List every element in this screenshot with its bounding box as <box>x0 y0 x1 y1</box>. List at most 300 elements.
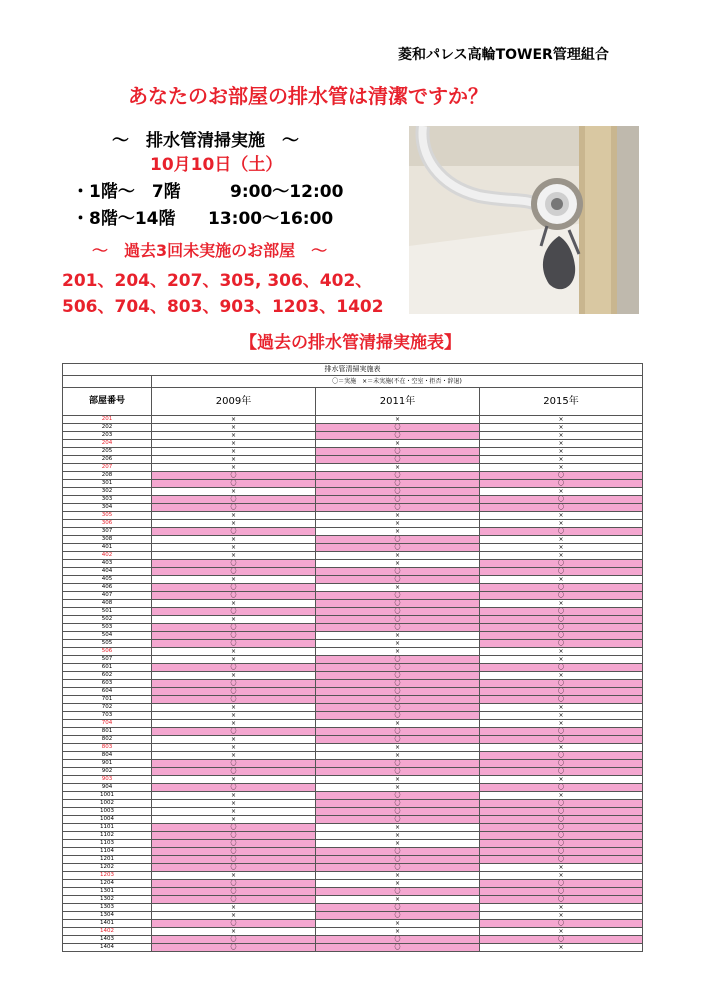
status-cell: × <box>316 920 480 928</box>
year-header: 2009年 <box>152 388 316 416</box>
status-cell: × <box>480 600 643 608</box>
status-cell: 〇 <box>316 816 480 824</box>
status-cell: 〇 <box>316 760 480 768</box>
status-cell: 〇 <box>480 880 643 888</box>
table-row <box>63 552 643 560</box>
table-row <box>63 496 643 504</box>
status-cell: × <box>152 800 316 808</box>
status-cell: × <box>480 576 643 584</box>
status-cell: × <box>316 648 480 656</box>
status-cell: × <box>316 528 480 536</box>
status-cell: × <box>152 544 316 552</box>
status-cell: × <box>316 416 480 424</box>
status-cell: 〇 <box>480 768 643 776</box>
status-cell: 〇 <box>480 696 643 704</box>
status-cell: × <box>480 488 643 496</box>
status-cell: × <box>480 440 643 448</box>
event-date: 10月10日（土） <box>150 155 283 175</box>
drain-photo <box>409 126 639 314</box>
room-number: 408 <box>63 600 152 608</box>
status-cell: 〇 <box>316 768 480 776</box>
status-cell: × <box>316 776 480 784</box>
status-cell: 〇 <box>480 592 643 600</box>
status-cell: 〇 <box>480 888 643 896</box>
status-cell: × <box>152 456 316 464</box>
room-number: 306 <box>63 520 152 528</box>
table-row <box>63 632 643 640</box>
status-cell: 〇 <box>152 480 316 488</box>
table-row <box>63 944 643 952</box>
table-row <box>63 928 643 936</box>
event-title: ～ 排水管清掃実施 ～ <box>112 131 299 151</box>
status-cell: 〇 <box>152 696 316 704</box>
room-number: 303 <box>63 496 152 504</box>
status-cell: × <box>316 720 480 728</box>
table-row <box>63 624 643 632</box>
status-cell: 〇 <box>316 472 480 480</box>
status-cell: × <box>152 712 316 720</box>
status-cell: × <box>480 520 643 528</box>
table-row <box>63 424 643 432</box>
room-number: 604 <box>63 688 152 696</box>
room-number: 305 <box>63 512 152 520</box>
status-cell: 〇 <box>480 856 643 864</box>
room-number: 301 <box>63 480 152 488</box>
status-cell: 〇 <box>316 536 480 544</box>
status-cell: × <box>480 544 643 552</box>
status-cell: × <box>152 552 316 560</box>
status-cell: 〇 <box>152 664 316 672</box>
status-cell: 〇 <box>152 840 316 848</box>
status-cell: 〇 <box>152 864 316 872</box>
table-row <box>63 448 643 456</box>
status-cell: × <box>152 704 316 712</box>
schedule-row-1 <box>72 177 344 202</box>
status-cell: 〇 <box>152 624 316 632</box>
table-row <box>63 544 643 552</box>
status-cell: 〇 <box>152 632 316 640</box>
table-row <box>63 784 643 792</box>
room-number: 307 <box>63 528 152 536</box>
status-cell: × <box>480 776 643 784</box>
table-row <box>63 912 643 920</box>
status-cell: × <box>480 720 643 728</box>
status-cell: × <box>152 744 316 752</box>
status-cell: 〇 <box>316 424 480 432</box>
status-cell: 〇 <box>480 728 643 736</box>
table-row <box>63 560 643 568</box>
room-number: 1304 <box>63 912 152 920</box>
status-cell: 〇 <box>480 920 643 928</box>
room-number: 603 <box>63 680 152 688</box>
organization-name: 菱和パレス高輪TOWER管理組合 <box>398 47 609 63</box>
status-cell: 〇 <box>316 736 480 744</box>
status-cell: 〇 <box>316 912 480 920</box>
room-number: 703 <box>63 712 152 720</box>
status-cell: 〇 <box>316 864 480 872</box>
status-cell: 〇 <box>480 608 643 616</box>
room-number: 1401 <box>63 920 152 928</box>
status-cell: × <box>152 448 316 456</box>
status-cell: 〇 <box>480 504 643 512</box>
table-row <box>63 528 643 536</box>
table-row <box>63 800 643 808</box>
room-number: 1202 <box>63 864 152 872</box>
status-cell: × <box>316 584 480 592</box>
room-number: 904 <box>63 784 152 792</box>
table-row <box>63 592 643 600</box>
table-heading: 【過去の排水管清掃実施表】 <box>240 333 461 353</box>
status-cell: 〇 <box>480 832 643 840</box>
status-cell: 〇 <box>480 808 643 816</box>
status-cell: 〇 <box>480 752 643 760</box>
status-cell: 〇 <box>316 544 480 552</box>
table-row <box>63 464 643 472</box>
status-cell: 〇 <box>152 528 316 536</box>
table-row <box>63 648 643 656</box>
status-cell: × <box>480 432 643 440</box>
status-cell: × <box>152 440 316 448</box>
status-cell: 〇 <box>316 616 480 624</box>
status-cell: × <box>152 776 316 784</box>
status-cell: 〇 <box>152 824 316 832</box>
status-cell: × <box>480 536 643 544</box>
status-cell: × <box>316 824 480 832</box>
room-number: 1303 <box>63 904 152 912</box>
status-cell: × <box>316 440 480 448</box>
status-cell: 〇 <box>316 936 480 944</box>
room-number: 504 <box>63 632 152 640</box>
headline: あなたのお部屋の排水管は清潔ですか？ <box>128 84 488 108</box>
status-cell: × <box>152 904 316 912</box>
status-cell: × <box>480 656 643 664</box>
room-number: 401 <box>63 544 152 552</box>
status-cell: 〇 <box>316 792 480 800</box>
table-row <box>63 480 643 488</box>
table-row <box>63 816 643 824</box>
status-cell: × <box>152 600 316 608</box>
status-cell: 〇 <box>152 832 316 840</box>
status-cell: 〇 <box>152 760 316 768</box>
table-row <box>63 840 643 848</box>
status-cell: × <box>316 880 480 888</box>
year-header: 2011年 <box>316 388 480 416</box>
status-cell: × <box>152 792 316 800</box>
status-cell: 〇 <box>480 624 643 632</box>
room-number: 202 <box>63 424 152 432</box>
room-number: 502 <box>63 616 152 624</box>
status-cell: 〇 <box>152 784 316 792</box>
status-cell: × <box>480 448 643 456</box>
status-cell: 〇 <box>480 848 643 856</box>
status-cell: 〇 <box>152 608 316 616</box>
table-row <box>63 904 643 912</box>
room-number: 207 <box>63 464 152 472</box>
room-number: 1003 <box>63 808 152 816</box>
status-cell: × <box>316 744 480 752</box>
status-cell: × <box>152 816 316 824</box>
table-row <box>63 656 643 664</box>
room-number: 704 <box>63 720 152 728</box>
room-number: 308 <box>63 536 152 544</box>
table-row <box>63 712 643 720</box>
status-cell: 〇 <box>316 688 480 696</box>
table-row <box>63 880 643 888</box>
room-number: 804 <box>63 752 152 760</box>
table-row <box>63 664 643 672</box>
room-number: 503 <box>63 624 152 632</box>
table-row <box>63 600 643 608</box>
status-cell: 〇 <box>316 944 480 952</box>
room-number: 1101 <box>63 824 152 832</box>
schedule-floors: ・1階～ 7階 <box>72 182 181 202</box>
status-cell: × <box>152 720 316 728</box>
status-cell: × <box>152 672 316 680</box>
table-row <box>63 536 643 544</box>
table-row <box>63 432 643 440</box>
status-cell: 〇 <box>152 688 316 696</box>
status-cell: × <box>152 752 316 760</box>
status-cell: 〇 <box>152 768 316 776</box>
status-cell: 〇 <box>316 432 480 440</box>
schedule-row-2 <box>72 204 334 229</box>
status-cell: × <box>480 672 643 680</box>
room-number: 506 <box>63 648 152 656</box>
status-cell: × <box>316 640 480 648</box>
room-number: 302 <box>63 488 152 496</box>
status-cell: 〇 <box>316 600 480 608</box>
table-row <box>63 416 643 424</box>
table-row <box>63 616 643 624</box>
status-cell: × <box>480 944 643 952</box>
table-legend: 〇＝実施 ×＝未実施(不在・空室・拒否・辞退) <box>152 376 643 388</box>
status-cell: 〇 <box>152 584 316 592</box>
room-number: 304 <box>63 504 152 512</box>
schedule-time: 9:00～12:00 <box>230 182 344 202</box>
table-row <box>63 936 643 944</box>
status-cell: × <box>316 520 480 528</box>
status-cell: × <box>152 872 316 880</box>
status-cell: × <box>152 928 316 936</box>
status-cell: 〇 <box>480 528 643 536</box>
room-number: 1404 <box>63 944 152 952</box>
room-number: 501 <box>63 608 152 616</box>
room-number: 204 <box>63 440 152 448</box>
status-cell: × <box>152 432 316 440</box>
room-number: 406 <box>63 584 152 592</box>
pending-rooms-line-1: 201、204、207、305, 306、402、 <box>62 271 373 291</box>
status-cell: 〇 <box>152 560 316 568</box>
room-number: 802 <box>63 736 152 744</box>
table-row <box>63 568 643 576</box>
status-cell: 〇 <box>152 848 316 856</box>
table-row <box>63 760 643 768</box>
status-cell: 〇 <box>316 568 480 576</box>
status-cell: 〇 <box>480 760 643 768</box>
room-number: 1402 <box>63 928 152 936</box>
status-cell: × <box>480 872 643 880</box>
table-row <box>63 584 643 592</box>
table-row <box>63 888 643 896</box>
room-number: 505 <box>63 640 152 648</box>
table-row <box>63 472 643 480</box>
table-row <box>63 704 643 712</box>
table-row <box>63 856 643 864</box>
status-cell: × <box>152 736 316 744</box>
room-number: 1004 <box>63 816 152 824</box>
status-cell: 〇 <box>480 816 643 824</box>
status-cell: × <box>152 424 316 432</box>
status-cell: 〇 <box>316 448 480 456</box>
status-cell: 〇 <box>152 680 316 688</box>
status-cell: × <box>480 864 643 872</box>
status-cell: × <box>480 456 643 464</box>
status-cell: 〇 <box>480 784 643 792</box>
room-number: 208 <box>63 472 152 480</box>
status-cell: × <box>152 912 316 920</box>
status-cell: × <box>480 704 643 712</box>
table-row <box>63 688 643 696</box>
table-row <box>63 872 643 880</box>
room-number: 403 <box>63 560 152 568</box>
room-number: 1301 <box>63 888 152 896</box>
room-number: 1102 <box>63 832 152 840</box>
room-number: 404 <box>63 568 152 576</box>
room-number: 201 <box>63 416 152 424</box>
status-cell: × <box>152 512 316 520</box>
table-row <box>63 848 643 856</box>
table-caption: 排水管清掃実施表 <box>63 364 643 376</box>
table-row <box>63 488 643 496</box>
status-cell: × <box>316 832 480 840</box>
status-cell: 〇 <box>480 840 643 848</box>
status-cell: 〇 <box>152 568 316 576</box>
status-cell: × <box>152 464 316 472</box>
status-cell: 〇 <box>316 848 480 856</box>
status-cell: 〇 <box>480 896 643 904</box>
status-cell: 〇 <box>316 808 480 816</box>
status-cell: 〇 <box>152 640 316 648</box>
status-cell: 〇 <box>316 704 480 712</box>
status-cell: 〇 <box>480 936 643 944</box>
status-cell: 〇 <box>480 664 643 672</box>
status-cell: × <box>152 416 316 424</box>
status-cell: × <box>316 784 480 792</box>
status-cell: 〇 <box>152 936 316 944</box>
table-row <box>63 752 643 760</box>
status-cell: 〇 <box>480 640 643 648</box>
status-cell: × <box>316 464 480 472</box>
table-row <box>63 456 643 464</box>
status-cell: 〇 <box>316 800 480 808</box>
table-row <box>63 608 643 616</box>
table-row <box>63 576 643 584</box>
status-cell: 〇 <box>316 624 480 632</box>
status-cell: × <box>480 912 643 920</box>
table-row <box>63 672 643 680</box>
status-cell: 〇 <box>152 944 316 952</box>
status-cell: 〇 <box>316 608 480 616</box>
status-cell: 〇 <box>316 656 480 664</box>
table-row <box>63 768 643 776</box>
status-cell: × <box>152 520 316 528</box>
status-cell: × <box>316 560 480 568</box>
table-row <box>63 808 643 816</box>
room-number: 902 <box>63 768 152 776</box>
status-cell: 〇 <box>152 856 316 864</box>
room-number: 803 <box>63 744 152 752</box>
status-cell: 〇 <box>152 920 316 928</box>
table-row <box>63 896 643 904</box>
room-number: 1204 <box>63 880 152 888</box>
room-number: 903 <box>63 776 152 784</box>
status-cell: 〇 <box>152 592 316 600</box>
status-cell: × <box>480 552 643 560</box>
table-row <box>63 736 643 744</box>
status-cell: × <box>480 744 643 752</box>
status-cell: 〇 <box>480 496 643 504</box>
year-header: 2015年 <box>480 388 643 416</box>
room-number: 1103 <box>63 840 152 848</box>
status-cell: 〇 <box>480 480 643 488</box>
status-cell: 〇 <box>480 800 643 808</box>
status-cell: 〇 <box>152 472 316 480</box>
status-cell: 〇 <box>316 728 480 736</box>
status-cell: 〇 <box>480 824 643 832</box>
status-cell: 〇 <box>316 496 480 504</box>
status-cell: × <box>152 648 316 656</box>
status-cell: × <box>316 872 480 880</box>
pending-heading: ～ 過去3回未実施のお部屋 ～ <box>92 241 328 260</box>
room-number: 407 <box>63 592 152 600</box>
status-cell: × <box>152 536 316 544</box>
table-row <box>63 824 643 832</box>
status-cell: 〇 <box>152 504 316 512</box>
room-number: 205 <box>63 448 152 456</box>
status-cell: 〇 <box>152 896 316 904</box>
status-cell: 〇 <box>316 488 480 496</box>
room-number: 701 <box>63 696 152 704</box>
room-number: 901 <box>63 760 152 768</box>
status-cell: × <box>152 488 316 496</box>
status-cell: × <box>480 416 643 424</box>
status-cell: × <box>152 576 316 584</box>
room-number: 1001 <box>63 792 152 800</box>
status-cell: 〇 <box>316 592 480 600</box>
table-row <box>63 440 643 448</box>
table-row <box>63 728 643 736</box>
room-number: 1403 <box>63 936 152 944</box>
status-cell: 〇 <box>316 904 480 912</box>
schedule-time: 13:00～16:00 <box>208 209 334 229</box>
status-cell: 〇 <box>316 888 480 896</box>
room-number: 507 <box>63 656 152 664</box>
status-cell: 〇 <box>316 480 480 488</box>
table-row <box>63 920 643 928</box>
status-cell: 〇 <box>152 888 316 896</box>
status-cell: 〇 <box>316 456 480 464</box>
room-number: 1104 <box>63 848 152 856</box>
status-cell: × <box>316 632 480 640</box>
status-cell: × <box>480 792 643 800</box>
room-number: 402 <box>63 552 152 560</box>
status-cell: 〇 <box>316 712 480 720</box>
schedule-floors: ・8階～14階 <box>72 209 176 229</box>
status-cell: × <box>316 552 480 560</box>
status-cell: 〇 <box>316 696 480 704</box>
table-row <box>63 792 643 800</box>
status-cell: 〇 <box>152 496 316 504</box>
